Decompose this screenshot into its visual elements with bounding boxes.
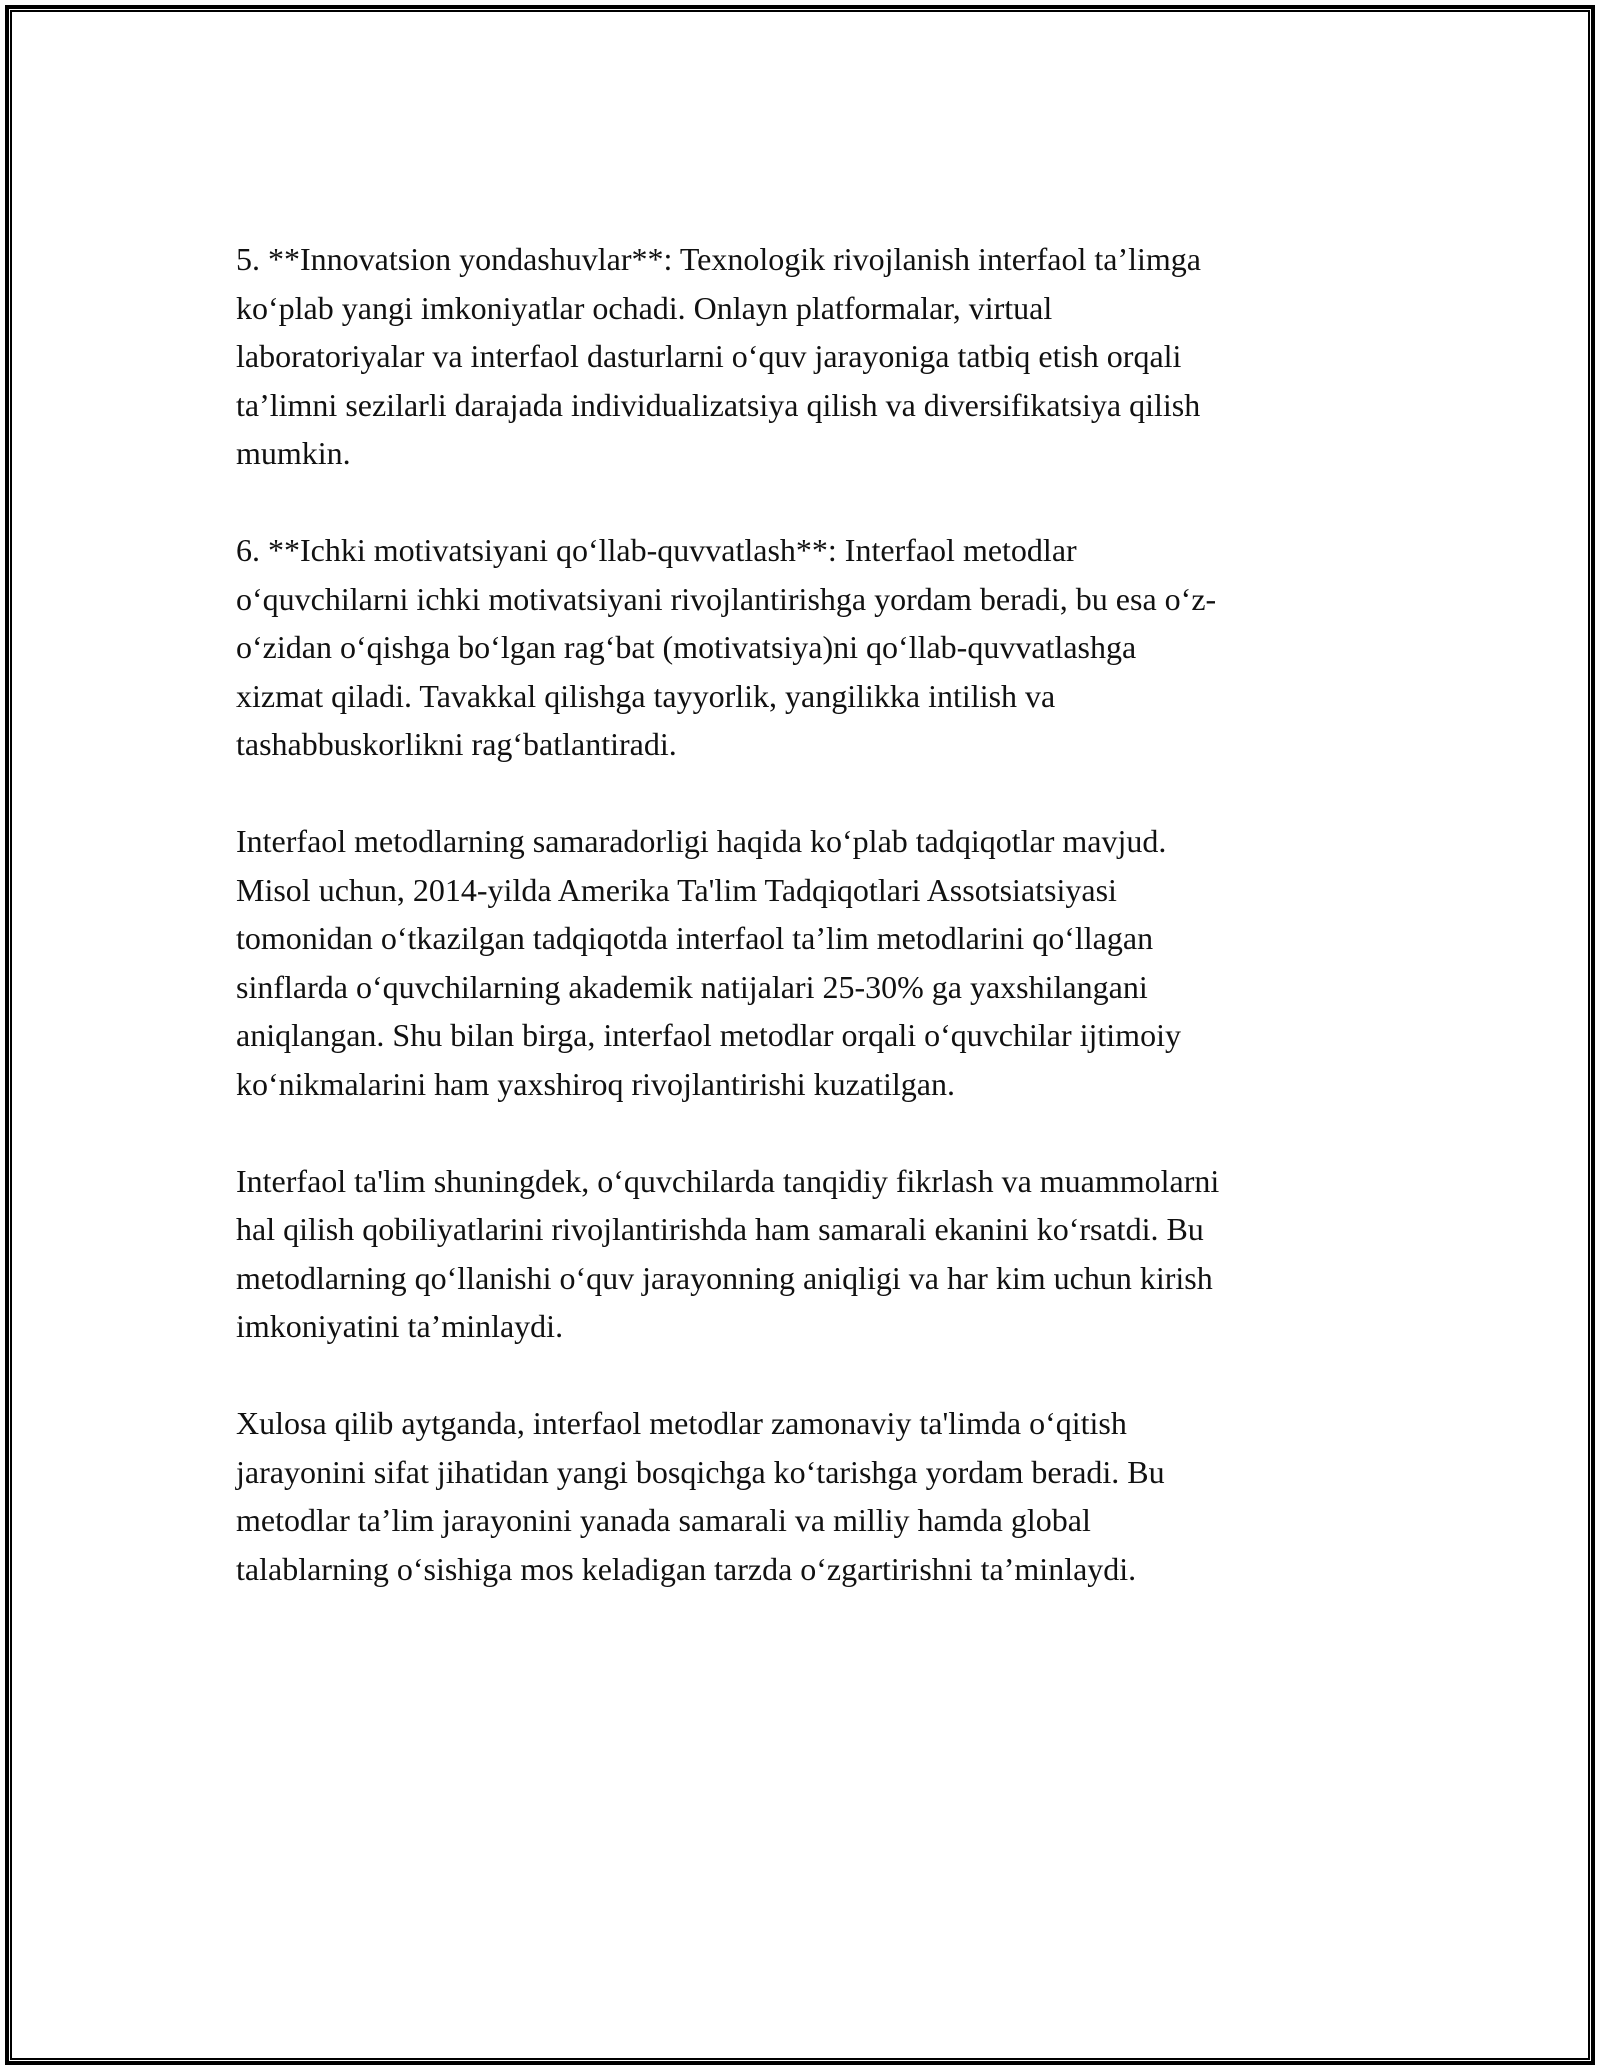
document-body [236,235,1366,1642]
paragraph-internal-motivation [236,526,1366,769]
text-line: 5. **Innovatsion yondashuvlar**: Texnologik rivojlanish interfaol ta’limga [236,241,1201,277]
text-line: tomonidan oʻtkazilgan tadqiqotda interfaol ta’lim metodlarini qoʻllagan [236,920,1154,956]
text-line: Interfaol ta'lim shuningdek, oʻquvchilarda tanqidiy fikrlash va muammolarni [236,1162,1220,1199]
text-line: xizmat qiladi. Tavakkal qilishga tayyorlik, yangilikka intilish va [236,677,1056,714]
text-line: 6. **Ichki motivatsiyani qoʻllab-quvvatlash**: Interfaol metodlar [236,532,1077,568]
text-line: mumkin. [236,435,351,471]
text-line: sinflarda oʻquvchilarning akademik natijalari 25-30% ga yaxshilangani [236,968,1148,1005]
paragraph-effectiveness-research [236,817,1366,1108]
text-line: Misol uchun, 2014-yilda Amerika Ta'lim Tadqiqotlari Assotsiatsiyasi [236,871,1117,908]
text-line: imkoniyatini ta’minlaydi. [236,1308,564,1344]
text-line: koʻplab yangi imkoniyatlar ochadi. Onlayn platformalar, virtual [236,289,1053,326]
text-line: Interfaol metodlarning samaradorligi haqida koʻplab tadqiqotlar mavjud. [236,823,1167,859]
paragraph-innovative-approaches [236,235,1366,478]
text-line: laboratoriyalar va interfaol dasturlarni oʻquv jarayoniga tatbiq etish orqali [236,338,1182,374]
text-line: jarayonini sifat jihatidan yangi bosqichga koʻtarishga yordam beradi. Bu [236,1453,1165,1490]
text-line: talablarning oʻsishiga mos keladigan tarzda oʻzgartirishni ta’minlaydi. [236,1550,1137,1587]
text-line: aniqlangan. Shu bilan birga, interfaol metodlar orqali oʻquvchilar ijtimoiy [236,1017,1181,1053]
text-line: oʻzidan oʻqishga boʻlgan ragʻbat (motivatsiya)ni qoʻllab-quvvatlashga [236,629,1137,665]
text-line: metodlarning qoʻllanishi oʻquv jarayonning aniqligi va har kim uchun kirish [236,1259,1213,1296]
text-line: ta’limni sezilarli darajada individualizatsiya qilish va diversifikatsiya qilish [236,386,1201,423]
text-line: hal qilish qobiliyatlarini rivojlantirishda ham samarali ekanini koʻrsatdi. Bu [236,1211,1204,1247]
text-line: koʻnikmalarini ham yaxshiroq rivojlantirishi kuzatilgan. [236,1065,955,1102]
text-line: oʻquvchilarni ichki motivatsiyani rivojlantirishga yordam beradi, bu esa oʻz- [236,580,1217,617]
paragraph-critical-thinking [236,1157,1366,1351]
text-line: metodlar ta’lim jarayonini yanada samarali va milliy hamda global [236,1502,1091,1538]
text-line: tashabbuskorlikni ragʻbatlantiradi. [236,726,677,762]
text-line: Xulosa qilib aytganda, interfaol metodlar zamonaviy ta'limda oʻqitish [236,1405,1127,1441]
paragraph-conclusion [236,1399,1366,1593]
